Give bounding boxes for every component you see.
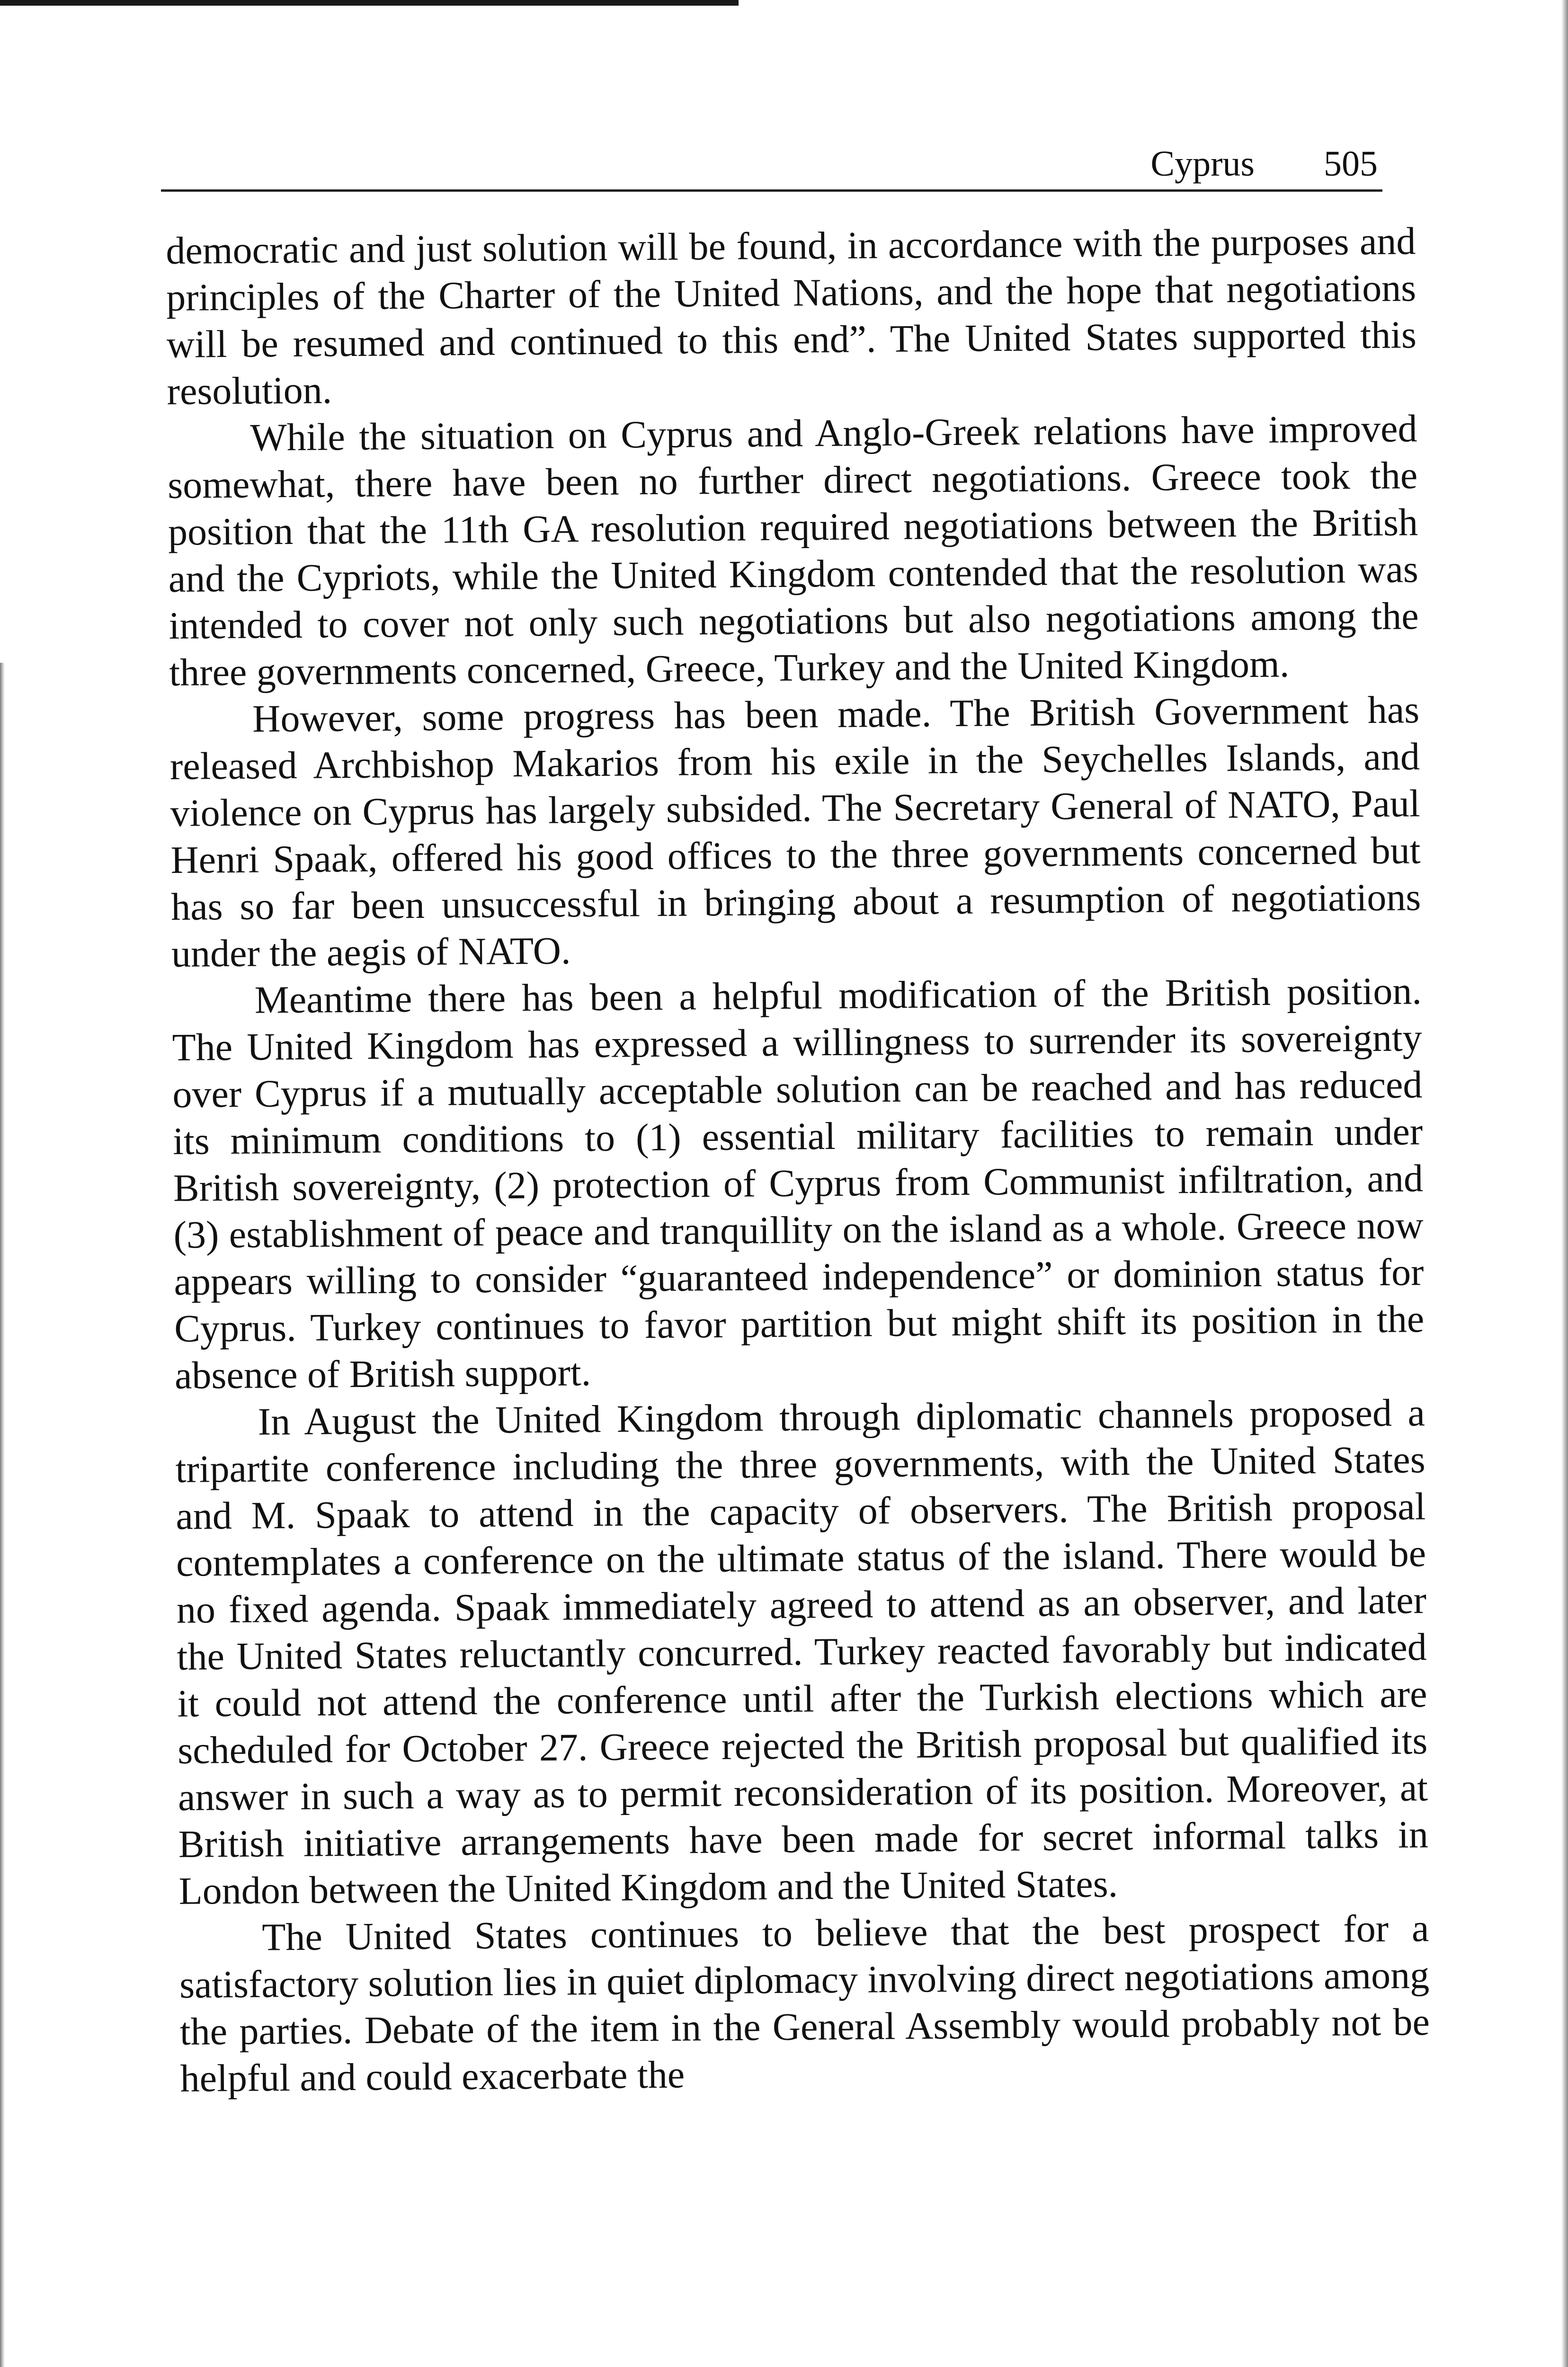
scan-right-edge [1561, 0, 1568, 2367]
page-body [166, 217, 1430, 2102]
page-number: 505 [1324, 144, 1378, 184]
paragraph-negotiations: While the situation on Cyprus and Anglo-Greek relations have improved somewhat, there have been no further direct negotiations. Greece took the position that the 11th GA resolution required negotiations between the British and the Cypriots, while the United Kingdom contended that the resolution was intended to cover not only such negotiations but also negotiations among the three governments concerned, Greece, Turkey and the United Kingdom. [167, 407, 1419, 694]
scan-top-rule [0, 0, 739, 6]
paragraph-tripartite-conference: In August the United Kingdom through diplomatic channels proposed a tripartite conference including the three governments, with the United States and M. Spaak to attend in the capacity of observers. The British proposal contemplates a conference on the ultimate status of the island. There would be no fixed agenda. Spaak immediately agreed to attend as an observer, and later the United States reluctantly concurred. Turkey reacted favorably but indicated it could not attend the conference until after the Turkish elections which are scheduled for October 27. Greece rejected the British proposal but qualified its answer in such a way as to permit reconsideration of its position. Moreover, at British initiative arrangements have been made for secret informal talks in London between the United Kingdom and the United States. [175, 1391, 1429, 1913]
paragraph-quiet-diplomacy: The United States continues to believe that the best prospect for a satisfactory solution lies in quiet diplomacy involving direct negotiations among the parties. Debate of the item in the General Assembly would probably not be helpful and could exacerbate the [179, 1906, 1430, 2100]
paragraph-british-position: Meantime there has been a helpful modification of the British position. The United Kingdom has expressed a willingness to surrender its sovereignty over Cyprus if a mutually acceptable solution can be reached and has reduced its minimum conditions to (1) essential military facilities to remain under British sovereignty, (2) protection of Cyprus from Communist infiltration, and (3) establishment of peace and tranquillity on the island as a whole. Greece now appears willing to consider “guaranteed independence” or dominion status for Cyprus. Turkey continues to favor partition but might shift its position in the absence of British support. [172, 969, 1425, 1397]
paragraph-continued: democratic and just solution will be found, in accordance with the purposes and principles of the Charter of the United Nations, and the hope that negotiations will be resumed and continued to this end”. The United States supported this resolution. [166, 219, 1417, 413]
scan-left-edge [0, 663, 5, 2367]
paragraph-progress: However, some progress has been made. The British Government has released Archbishop Makarios from his exile in the Seychelles Islands, and violence on Cyprus has largely subsided. The Secretary General of NATO, Paul Henri Spaak, offered his good offices to the three governments concerned but has so far been unsuccessful in bringing about a resumption of negotiations under the aegis of NATO. [169, 688, 1421, 975]
running-head [161, 142, 1382, 192]
running-head-title: Cyprus [1150, 144, 1255, 184]
